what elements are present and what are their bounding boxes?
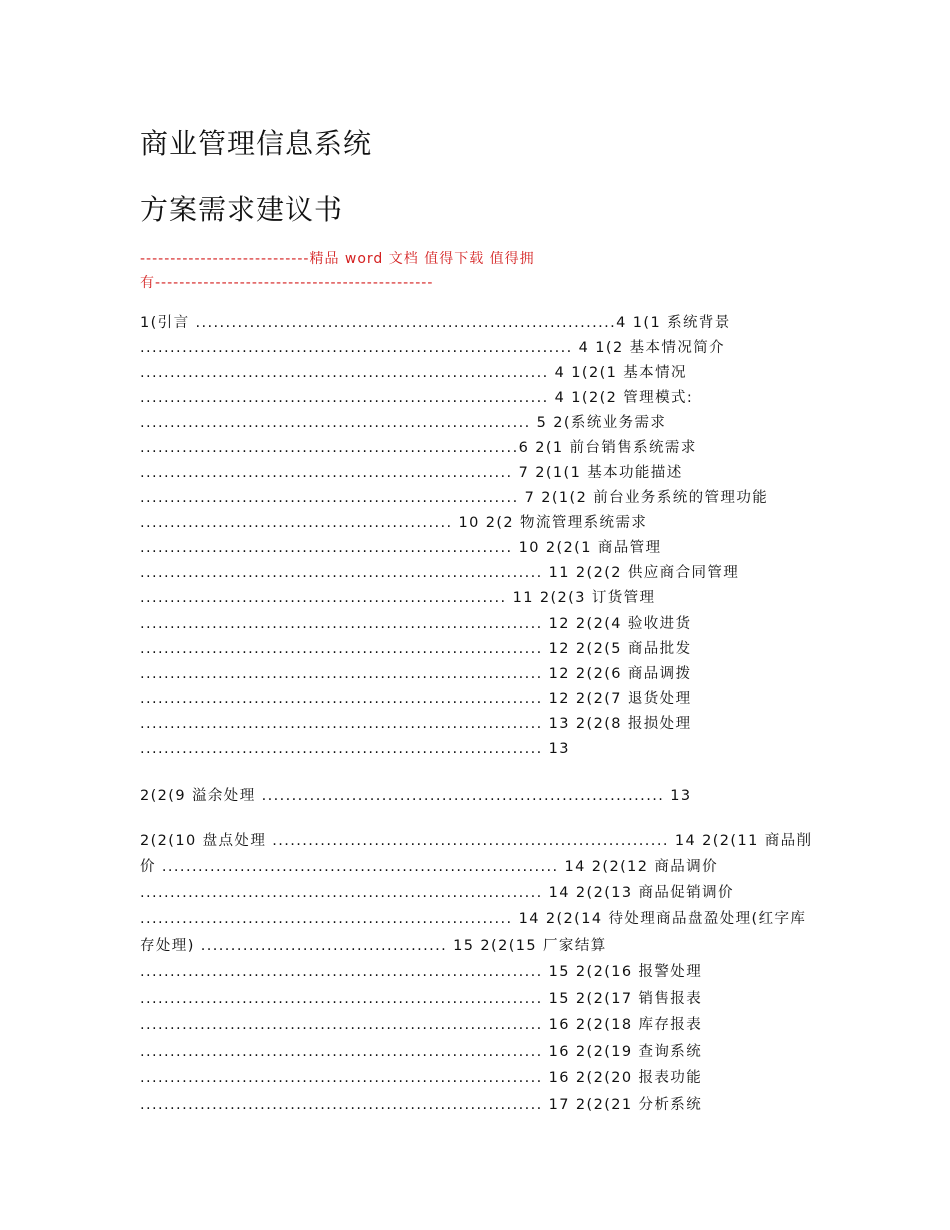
watermark-banner-line1: ----------------------------精品 word 文档 值得下载 值得拥 [140, 251, 535, 267]
toc-line: ................................................................... 12 2(2(5 商品批发 [140, 641, 692, 657]
toc-line: ................................................................... 16 2(2(18 库存报表 [140, 1017, 703, 1033]
toc-line: ................................................................... 16 2(2(20 报表功能 [140, 1070, 703, 1086]
toc-line: ...............................................................6 2(1 前台销售系统需求 [140, 440, 697, 456]
toc-line: ................................................................... 12 2(2(4 验收进货 [140, 616, 692, 632]
toc-line: ................................................................... 13 [140, 741, 570, 757]
toc-line: 1(引言 ......................................................................4 1(1 系统背景 [140, 315, 731, 331]
toc-line: ............................................................... 7 2(1(2 前台业务系统的管理功能 [140, 490, 769, 506]
document-title-line2: 方案需求建议书 [140, 193, 344, 226]
toc-line: ................................................................... 15 2(2(16 报警处理 [140, 964, 703, 980]
toc-line: ................................................................... 15 2(2(17 销售报表 [140, 991, 703, 1007]
toc-line: ............................................................. 11 2(2(3 订货管理 [140, 590, 656, 606]
toc-line: ................................................................... 14 2(2(13 商品促销调价 [140, 885, 734, 901]
toc-line: .................................................... 10 2(2 物流管理系统需求 [140, 515, 648, 531]
toc-line: .............................................................. 7 2(1(1 基本功能描述 [140, 465, 683, 481]
toc-line: ................................................................... 11 2(2(2 供应商合同管理 [140, 565, 740, 581]
toc-line: .............................................................. 10 2(2(1 商品管理 [140, 540, 662, 556]
toc-line: ................................................................... 13 2(2(8 报损处理 [140, 716, 692, 732]
toc-line: 价 .................................................................. 14 2(2(12 商品调价 [140, 859, 719, 875]
toc-line: .................................................................... 4 1(2(1 基本情况 [140, 365, 687, 381]
toc-line: 存处理) ......................................... 15 2(2(15 厂家结算 [140, 938, 607, 954]
toc-line: .................................................................... 4 1(2(2 管理模式: [140, 390, 694, 406]
toc-line: ................................................................... 12 2(2(7 退货处理 [140, 691, 692, 707]
toc-line: ................................................................... 16 2(2(19 查询系统 [140, 1044, 703, 1060]
document-title-line1: 商业管理信息系统 [140, 127, 373, 160]
toc-line: ........................................................................ 4 1(2 基本情况简介 [140, 340, 726, 356]
toc-line: ................................................................... 17 2(2(21 分析系统 [140, 1097, 703, 1113]
toc-line: .............................................................. 14 2(2(14 待处理商品盘盈处理(红字库 [140, 911, 807, 927]
toc-line: 2(2(10 盘点处理 .................................................................. 14 2(2(11 商品削 [140, 833, 813, 849]
toc-line: ................................................................. 5 2(系统业务需求 [140, 415, 667, 431]
toc-line: ................................................................... 12 2(2(6 商品调拨 [140, 666, 692, 682]
watermark-banner-line2: 有---------------------------------------------- [140, 275, 434, 291]
toc-line: 2(2(9 溢余处理 ................................................................... 13 [140, 788, 692, 804]
